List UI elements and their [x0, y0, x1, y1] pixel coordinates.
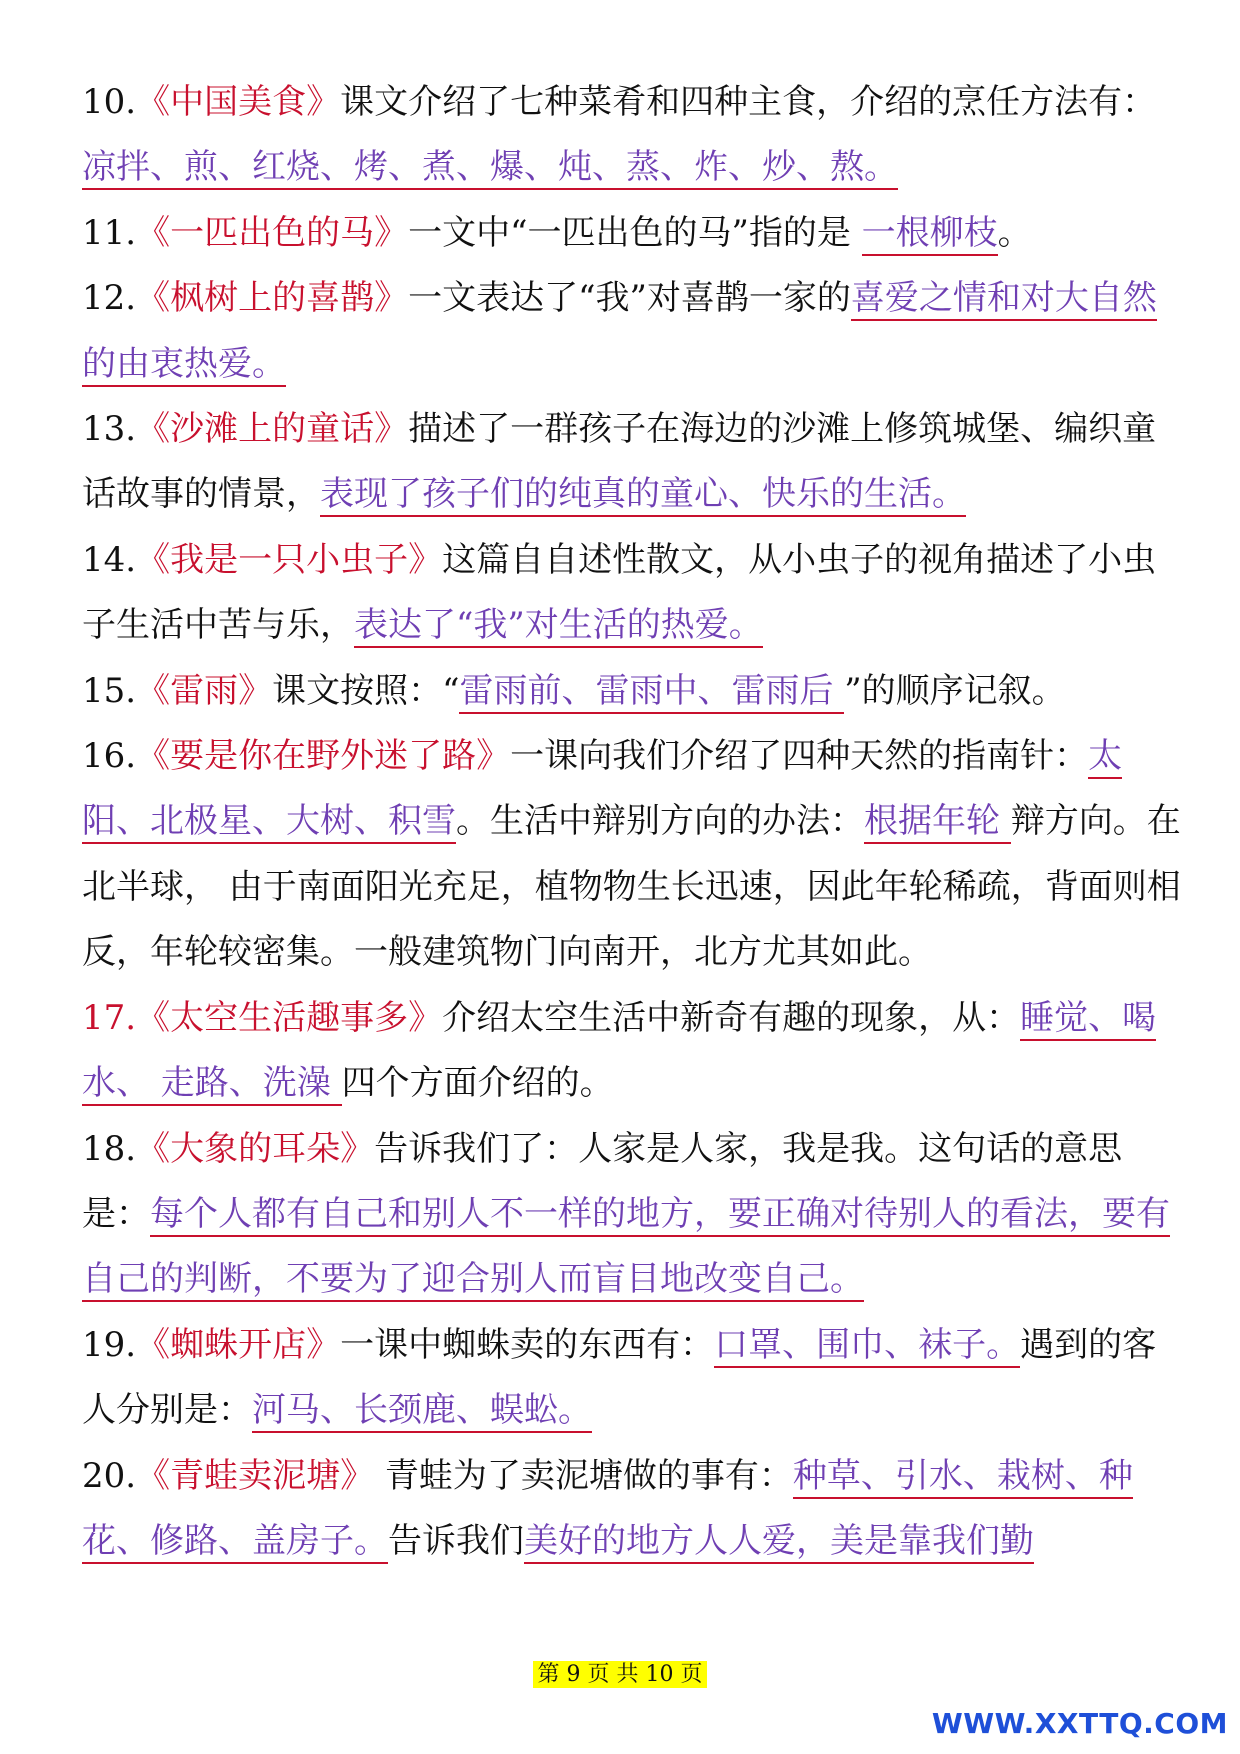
lesson-title: 《雷雨》: [136, 670, 273, 711]
item-text: 。生活中辩别方向的办法：: [456, 801, 864, 842]
content-body: [82, 70, 1182, 1574]
list-item: [82, 1313, 1182, 1444]
answer-text: 每个人都有自己和别人不一样的地方，要正确对待别人的看法，要有自己的判断，不要为了迎合别人而盲目地改变自己。: [82, 1194, 1170, 1302]
lesson-title: 《太空生活趣事多》: [136, 997, 443, 1038]
current-page: 9: [566, 1662, 581, 1687]
list-item: [82, 201, 1182, 266]
item-text: 一文中“一匹出色的马”指的是: [408, 212, 862, 253]
site-watermark: WWW.XXTTQ.COM: [931, 1707, 1228, 1740]
answer-text: 表达了“我”对生活的热爱。: [354, 605, 763, 648]
answer-text: 美好的地方人人爱，美是靠我们勤: [524, 1521, 1034, 1564]
item-text: 。: [997, 212, 1032, 253]
total-pages: 10: [645, 1662, 674, 1687]
item-text: 辩方向。在北半球， 由于南面阳光充足，植物物生长迅速，因此年轮稀疏，背面则相反，年轮较密集。一般建筑物门向南开，北方尤其如此。: [82, 801, 1181, 973]
item-text: ”的顺序记叙。: [844, 670, 1066, 711]
list-item: [82, 659, 1182, 724]
item-number: 19.: [82, 1324, 137, 1365]
item-text: 四个方面介绍的。: [341, 1063, 614, 1104]
lesson-title: 《青蛙卖泥塘》: [136, 1455, 375, 1496]
item-text: 告诉我们: [388, 1520, 524, 1561]
item-number: 12.: [82, 278, 137, 319]
page-suffix: 页: [680, 1662, 703, 1687]
lesson-title: 《中国美食》: [136, 82, 341, 122]
list-item: [82, 70, 1182, 201]
answer-text: 河马、长颈鹿、蜈蚣。: [252, 1390, 592, 1433]
item-text: 课文介绍了七种菜肴和四种主食，介绍的烹任方法有：: [340, 82, 1157, 122]
item-text: 这篇自自述性散文，从小虫子的视角描述了小虫子生活中苦与乐，: [82, 539, 1157, 646]
list-item: [82, 1117, 1182, 1313]
item-number: 17.: [82, 997, 137, 1038]
item-number: 16.: [82, 736, 137, 777]
lesson-title: 《沙滩上的童话》: [136, 409, 409, 450]
item-text: 遇到的客人分别是：: [82, 1324, 1157, 1431]
item-text: 告诉我们了：人家是人家，我是我。这句话的意思是：: [82, 1128, 1123, 1234]
answer-text: 睡觉、喝水、 走路、洗澡: [82, 998, 1156, 1106]
list-item: [82, 986, 1182, 1117]
item-text: 青蛙为了卖泥塘做的事有：: [374, 1455, 793, 1496]
item-number: 18.: [82, 1128, 137, 1169]
item-number: 14.: [82, 539, 137, 580]
list-item: [82, 397, 1182, 528]
item-text: 介绍太空生活中新奇有趣的现象，从：: [442, 997, 1021, 1038]
item-text: 一课向我们介绍了四种天然的指南针：: [510, 736, 1089, 777]
lesson-title: 《一匹出色的马》: [136, 212, 409, 253]
list-item: [82, 528, 1182, 659]
item-number: 10.: [82, 82, 137, 122]
answer-text: 种草、引水、栽树、种花、修路、盖房子。: [82, 1456, 1133, 1564]
item-text: 一课中蜘蛛卖的东西有：: [340, 1324, 715, 1365]
lesson-title: 《枫树上的喜鹊》: [136, 278, 409, 319]
lesson-title: 《要是你在野外迷了路》: [136, 736, 511, 777]
page-prefix: 第: [537, 1662, 560, 1687]
answer-text: 根据年轮: [864, 801, 1011, 844]
page-number: [533, 1661, 706, 1688]
list-item: [82, 266, 1182, 397]
answer-text: 太阳、北极星、大树、积雪: [82, 736, 1122, 844]
lesson-title: 《大象的耳朵》: [136, 1128, 375, 1169]
page-middle: 页 共: [587, 1662, 639, 1687]
lesson-title: 《我是一只小虫子》: [136, 539, 443, 580]
answer-text: 一根柳枝: [862, 213, 998, 256]
list-item: [82, 1444, 1182, 1575]
item-number: 13.: [82, 409, 137, 450]
answer-text: 口罩、围巾、袜子。: [714, 1325, 1020, 1368]
lesson-title: 《蜘蛛开店》: [136, 1324, 341, 1365]
answer-text: 雷雨前、雷雨中、雷雨后: [459, 671, 844, 714]
item-number: 20.: [82, 1455, 137, 1496]
item-number: 15.: [82, 670, 137, 711]
item-text: 描述了一群孩子在海边的沙滩上修筑城堡、编织童话故事的情景，: [82, 409, 1157, 515]
item-text: 课文按照：“: [272, 670, 460, 711]
answer-text: 喜爱之情和对大自然的由衷热爱。: [82, 278, 1157, 386]
item-number: 11.: [82, 212, 137, 253]
answer-text: 凉拌、煎、红烧、烤、煮、爆、炖、蒸、炸、炒、熬。: [82, 147, 898, 190]
list-item: [82, 724, 1182, 986]
page-footer: [0, 1657, 1240, 1688]
item-text: 一文表达了“我”对喜鹊一家的: [408, 278, 851, 319]
answer-text: 表现了孩子们的纯真的童心、快乐的生活。: [320, 474, 966, 517]
